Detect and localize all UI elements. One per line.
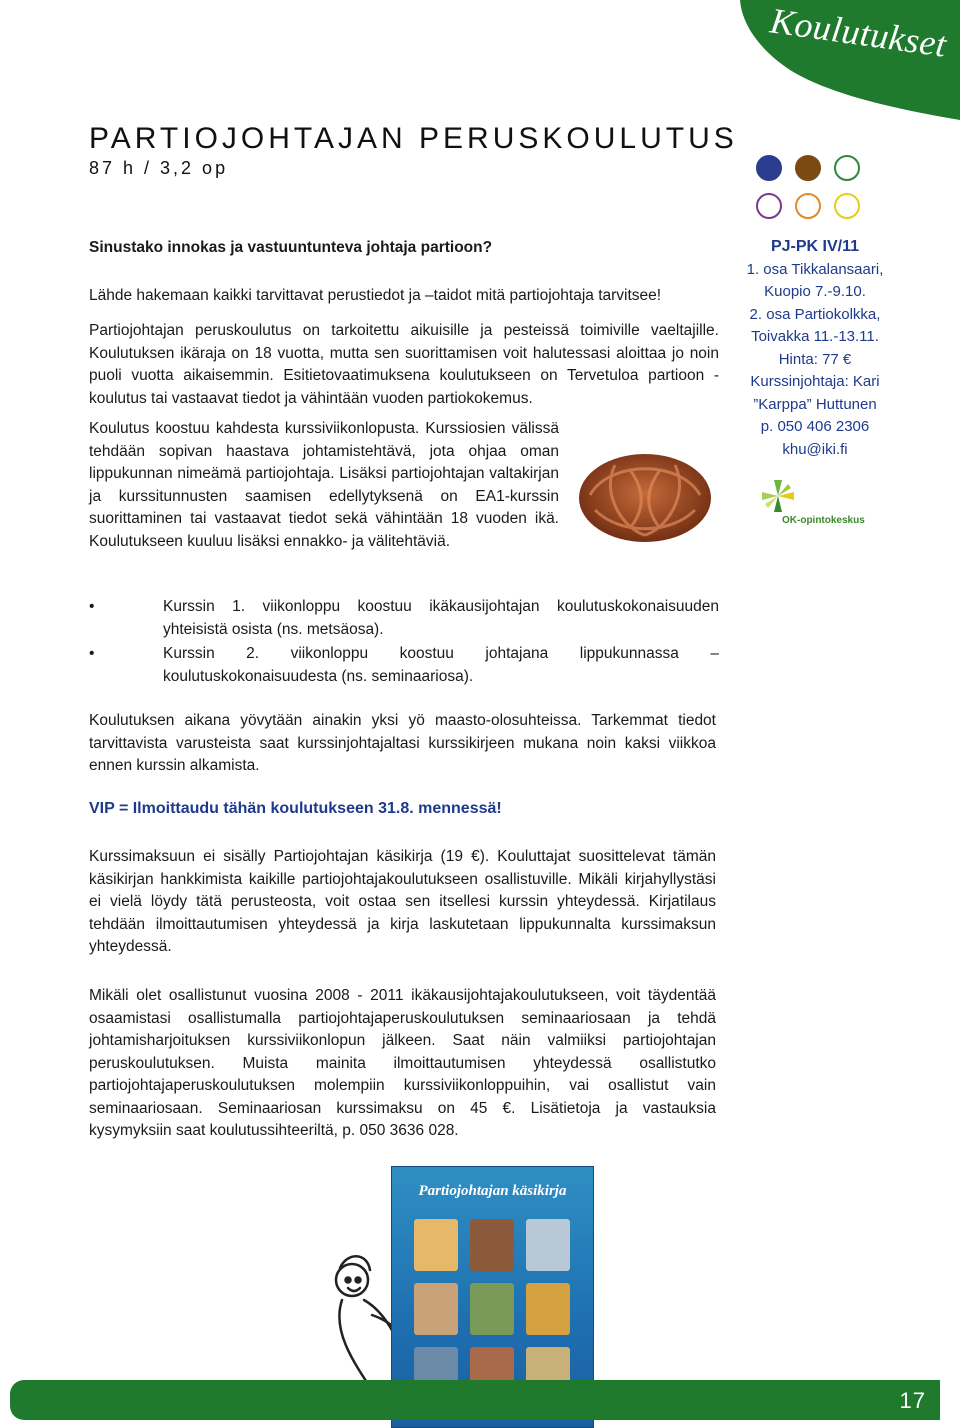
- ok-logo-text: OK-opintokeskus: [782, 515, 865, 526]
- course-leader: Kurssinjohtaja: Kari: [750, 373, 880, 390]
- course-code: PJ-PK IV/11: [770, 238, 860, 255]
- registration-deadline: VIP = Ilmoittaudu tähän koulutukseen 31.8. mennessä!: [89, 800, 502, 817]
- sidebar-line: Toivakka 11.-13.11.: [751, 328, 879, 345]
- age-group-dots: [756, 155, 874, 231]
- eligibility-paragraph: [89, 320, 719, 410]
- age-dot: [795, 155, 821, 181]
- sidebar-line: 1. osa Tikkalansaari,: [746, 260, 884, 278]
- book-cover-tiles: [414, 1219, 574, 1399]
- section-label: Koulutukset: [767, 0, 949, 65]
- list-item: [89, 596, 719, 641]
- age-dot: [756, 193, 782, 219]
- contact-email[interactable]: khu@iki.fi: [782, 440, 848, 458]
- page-number: 17: [899, 1388, 926, 1413]
- list-item-text: Kurssin 1. viikonloppu koostuu ikäkausijohtajan koulutuskokonaisuuden yhteisistä osista (ns. metsäosa).: [163, 598, 719, 638]
- weekend-list: [89, 596, 719, 690]
- contact-phone[interactable]: p. 050 406 2306: [760, 418, 870, 435]
- lead-question: Sinustako innokas ja vastuuntunteva johtaja partioon?: [89, 239, 493, 256]
- age-dot: [795, 193, 821, 219]
- handbook-paragraph: Kurssimaksuun ei sisälly Partiojohtajan käsikirja (19 €). Kouluttajat suosittelevat tämän käsikirjan hankkimista kaikille partiojohtajakoulutukseen osallistuville. Mikäli kirjahyllystäsi ei vielä löydy tätä perusteosta, voit ostaa sen itsellesi kurssin yhteydessä. Kirjatilaus tehdään ilmoittautumisen yhteydessä ja kirja laskutetaan lippukunnalta kurssimaksun yhteydessä.: [89, 848, 716, 955]
- book-title: Partiojohtajan käsikirja: [418, 1183, 567, 1199]
- rope-knot-image: [570, 440, 720, 550]
- previous-participants-paragraph: Mikäli olet osallistunut vuosina 2008 - 2011 ikäkausijohtajakoulutukseen, voit täydentää osaamistasi osallistumalla partiojohtajaperuskoulutuksen seminaariosaan ja tehdä johtamisharjoituksen kurssiviikonlopun jälkeen. Saat näin valmiiksi partiojohtajan peruskoulutuksen. Muista mainita ilmoittautumisen yhteydessä osallistutko partiojohtajaperuskoulutuksen molempiin kurssiviikonloppuihin, vai osallistut vain seminaariosaan. Seminaariosan kurssimaksu on 45 €. Lisätietoja ja vastauksia kysymyksiin saat koulutussihteeriltä, p. 050 3636 028.: [89, 987, 716, 1139]
- bullet-mark: •: [89, 645, 95, 662]
- sidebar-line: Kuopio 7.-9.10.: [764, 283, 866, 300]
- age-dot: [756, 155, 782, 181]
- eligibility-text: Partiojohtajan peruskoulutus on tarkoitettu aikuisille ja pesteissä toimiville vaeltajille. Koulutuksen ikäraja on 18 vuotta, mutta sen suorittamisen voit halutessasi aloittaa jo noin puoli vuotta aikaisemmin.: [89, 322, 719, 384]
- bullet-mark: •: [89, 598, 95, 615]
- structure-paragraph: Koulutus koostuu kahdesta kurssiviikonlopusta. Kurssiosien välissä tehdään sopivan haastava johtamistehtävä, jota ohjaa oman lippukunnan nimeämä partiojohtaja. Lisäksi partiojohtajan valtakirjan ja kurssitunnusten saamisen edellytyksenä on EA1-kurssin suorittaminen tai vastaavat tiedot sekä vähintään 18 vuoden ikä. Koulutukseen kuuluu lisäksi ennakko- ja välitehtäviä.: [89, 420, 559, 550]
- prerequisite-text: Esitietovaatimuksena koulutukseen on Tervetuloa partioon -koulutus tai vastaavat tiedot ja vähintään vuoden partiokokemus.: [89, 367, 719, 407]
- footer-bar: [10, 1380, 940, 1420]
- course-price: Hinta: 77 €: [778, 350, 852, 368]
- intro-paragraph: Lähde hakemaan kaikki tarvittavat perustiedot ja –taidot mitä partiojohtaja tarvitsee!: [89, 287, 662, 304]
- equipment-paragraph: Koulutuksen aikana yövytään ainakin yksi yö maasto-olosuhteissa. Tarkemmat tiedot tarvittavista varusteista saat kurssinjohtajaltasi kurssikirjeen mukana noin kaksi viikkoa ennen kurssin alkamista.: [89, 712, 716, 774]
- course-leader-name: ”Karppa” Huttunen: [753, 395, 877, 413]
- list-item: [89, 643, 719, 688]
- age-dot: [834, 155, 860, 181]
- list-item-text: Kurssin 2. viikonloppu koostuu johtajana lippukunnassa –koulutuskokonaisuudesta (ns. seminaariosa).: [163, 645, 719, 685]
- age-dot: [834, 193, 860, 219]
- course-info-sidebar: [738, 236, 892, 461]
- page-title: PARTIOJOHTAJAN PERUSKOULUTUS: [89, 122, 738, 155]
- sidebar-line: 2. osa Partiokolkka,: [749, 305, 881, 323]
- page-subtitle: 87 h / 3,2 op: [89, 158, 229, 178]
